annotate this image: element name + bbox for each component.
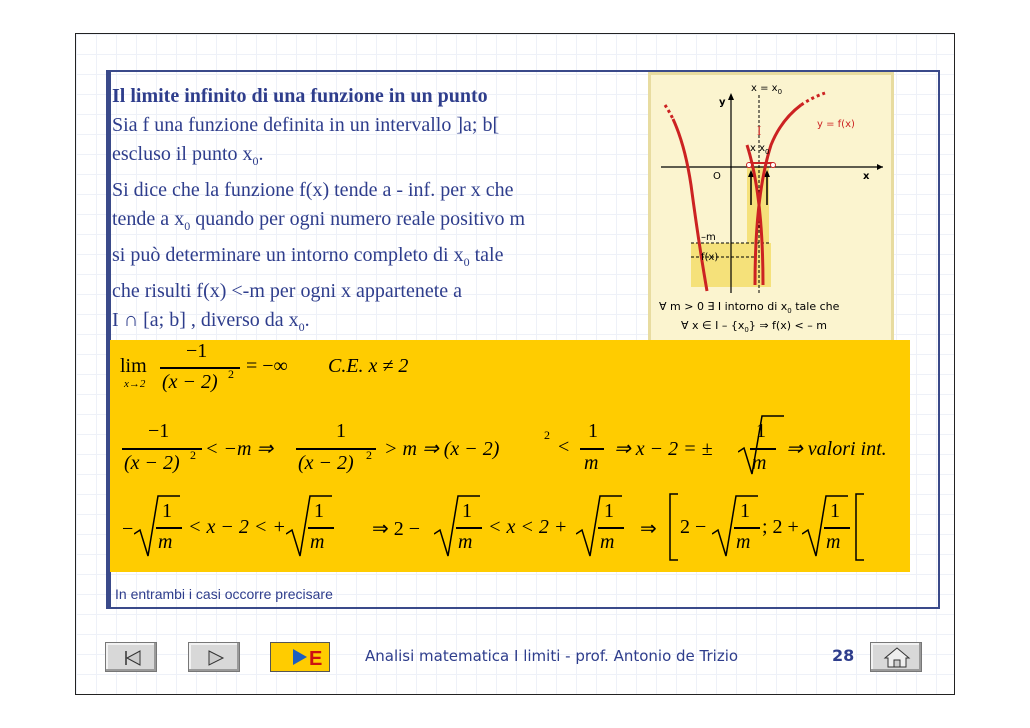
interval-right-point	[771, 163, 776, 168]
row3-sqrt4-m: m	[600, 531, 615, 553]
text-line-7: I ∩ [a; b] , diverso da $x_0$.	[112, 309, 310, 334]
row2-numerator: −1	[148, 420, 170, 442]
limit-exponent: 2	[228, 367, 234, 381]
function-graph-figure	[648, 72, 894, 344]
row3-sqrt1-bar	[156, 527, 182, 529]
text-line-1: Sia f una funzione definita in un intervallo ]a; b[	[112, 114, 500, 136]
row3-implies-2minus: ⇒ 2 −	[372, 518, 421, 540]
row3-x-bounds: < x < 2 +	[488, 516, 568, 538]
label-minus-m: –m	[701, 232, 716, 243]
lim-label: lim	[120, 355, 147, 377]
row2-lt: <	[558, 436, 570, 458]
text-line-6: che risulti f(x) <-m per ogni x appartenete a	[112, 280, 463, 302]
row2-sqrt-m: m	[752, 452, 767, 474]
row3-sqrt2-one: 1	[314, 500, 324, 522]
interval-left-point	[747, 163, 752, 168]
svg-text:E: E	[309, 648, 323, 670]
label-x-axis: x	[863, 171, 870, 182]
lim-subscript: x→2	[124, 378, 146, 390]
row2-exponent-2: 2	[366, 448, 372, 462]
row3-sqrt6-m: m	[826, 531, 841, 553]
row3-sqrt5-one: 1	[740, 500, 750, 522]
curve-left-branch	[673, 119, 707, 291]
footer-credit: Analisi matematica I limiti - prof. Antonio de Trizio	[365, 647, 739, 665]
row2-exponent: 2	[190, 448, 196, 462]
label-y: y	[719, 97, 726, 108]
first-slide-button[interactable]	[105, 642, 157, 672]
row2-denominator: (x − 2)	[124, 452, 180, 474]
text-line-2: escluso il punto $x_0$.	[112, 143, 264, 168]
row2-fraction-bar-3	[580, 448, 604, 450]
figure-caption-line-1: ∀ m > 0 ∃ I intorno di $x_0$ tale che	[659, 300, 840, 315]
e-play-icon	[271, 643, 329, 671]
graph-svg	[651, 75, 891, 341]
row3-sqrt4-bar	[598, 527, 624, 529]
row3-sqrt6-bar	[824, 527, 850, 529]
label-origin: O	[713, 171, 721, 182]
row3-implies: ⇒	[640, 518, 657, 540]
x-axis-arrow	[877, 164, 883, 170]
row3-sqrt5-m: m	[736, 531, 751, 553]
label-x-x0: x $x_0$	[750, 143, 770, 156]
footer-note: In entrambi i casi occorre precisare	[115, 586, 333, 602]
next-slide-button[interactable]	[188, 642, 240, 672]
label-I: I	[757, 123, 762, 138]
limit-result: = −∞	[246, 355, 288, 377]
home-button[interactable]	[870, 642, 922, 672]
curve-right-dashed	[801, 93, 825, 105]
row2-sqrt-one: 1	[756, 420, 766, 442]
row2-gt-m: > m ⇒ (x − 2)	[384, 438, 500, 460]
row3-interval-left: 2 −	[680, 516, 707, 538]
row3-sqrt2-bar	[308, 527, 334, 529]
label-fx: f(x)	[701, 252, 719, 263]
row3-sqrt5-bar	[734, 527, 760, 529]
row3-sqrt6-one: 1	[830, 500, 840, 522]
row3-inequality: < x − 2 < +	[188, 516, 286, 538]
row3-sqrt2-m: m	[310, 531, 325, 553]
row2-denominator-2: (x − 2)	[298, 452, 354, 474]
existence-condition: C.E. x ≠ 2	[328, 355, 409, 377]
figure-caption-line-2: ∀ x ∈ I – $\{x_0\}$ ⇒ f(x) < – m	[681, 319, 827, 334]
label-y-fx: y = f(x)	[817, 119, 855, 130]
row3-sqrt3-bar	[456, 527, 482, 529]
row3-sqrt3-m: m	[458, 531, 473, 553]
limit-numerator: −1	[186, 340, 208, 362]
row3-sqrt3-one: 1	[462, 500, 472, 522]
row2-fraction-bar-2	[296, 448, 376, 450]
row2-m: m	[584, 452, 599, 474]
row3-sqrt4-one: 1	[604, 500, 614, 522]
play-icon	[189, 643, 241, 673]
label-x-eq-x0: $x = x_0$	[751, 83, 783, 96]
exit-button[interactable]	[270, 642, 330, 672]
slide-title: Il limite infinito di una funzione in un punto	[112, 85, 488, 107]
back-to-start-icon	[106, 643, 158, 673]
row3-sqrt1-one: 1	[162, 500, 172, 522]
text-line-3: Si dice che la funzione f(x) tende a - inf. per x che	[112, 179, 514, 201]
text-line-5: si può determinare un intorno completo di $x_0$ tale	[112, 244, 504, 269]
row2-one: 1	[336, 420, 346, 442]
row2-sqrt-fraction-bar	[750, 448, 776, 450]
row3-sqrt1-m: m	[158, 531, 173, 553]
row2-valori-int: ⇒ valori int.	[786, 438, 887, 460]
home-icon	[871, 643, 923, 673]
page-number: 28	[832, 646, 855, 665]
definition-text	[112, 82, 637, 342]
row2-one-b: 1	[588, 420, 598, 442]
limit-denominator: (x − 2)	[162, 371, 218, 393]
row2-exponent-3: 2	[544, 428, 550, 442]
row3-minus: −	[122, 518, 134, 540]
row3-open-bracket	[668, 492, 680, 562]
row2-lt-minus-m: < −m ⇒	[205, 438, 274, 460]
row2-implies-x2: ⇒ x − 2 = ±	[614, 438, 713, 460]
curve-left-dashed	[665, 105, 673, 119]
row3-interval-right: ; 2 +	[762, 516, 799, 538]
text-line-4: tende a $x_0$ quando per ogni numero reale positivo m	[112, 208, 526, 233]
row3-close-bracket	[854, 492, 866, 562]
y-axis-arrow	[728, 93, 734, 100]
